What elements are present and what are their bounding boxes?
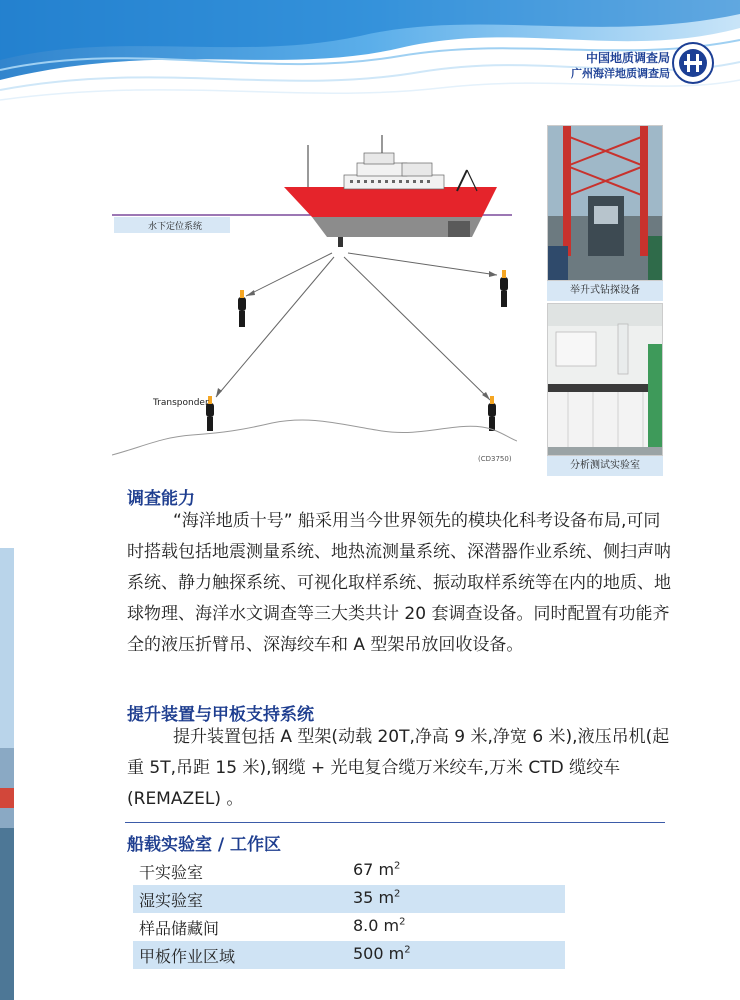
diagram-code-label: (CD3750) xyxy=(478,455,512,463)
lab-area: 8.0 $m^2$ xyxy=(353,916,406,935)
org-name-secondary: 广州海洋地质调查局 xyxy=(571,67,670,80)
org-name-block xyxy=(571,50,670,81)
lab-name: 甲板作业区域 xyxy=(139,947,236,966)
table-row xyxy=(133,885,565,913)
lab-area: 500 $m^2$ xyxy=(353,944,411,963)
lab-area: 67 $m^2$ xyxy=(353,860,401,879)
survey-capability-text: “海洋地质十号” 船采用当今世界领先的模块化科考设备布局,可同时搭载包括地震测量系统、地热流测量系统、深潜器作业系统、侧扫声呐系统、静力触探系统、可视化取样系统、振动取样系统等在内的地质、地球物理、海洋水文调查等三大类共计 20 套调查设备。同时配置有功能齐全的液压折臂吊、深海绞车和 A 型架吊放回收设备。 xyxy=(127,511,671,655)
lab-name: 样品储藏间 xyxy=(139,919,220,938)
section-divider xyxy=(125,822,665,823)
laboratory-caption: 分析测试实验室 xyxy=(547,456,663,476)
diagram-transponder-label: Transponder xyxy=(153,398,209,408)
lifting-deck-text: 提升装置包括 A 型架(动载 20T,净高 9 米,净宽 6 米),液压吊机(起重 5T,吊距 15 米),钢缆 + 光电复合缆万米绞车,万米 CTD 缆绞车 (REMAZEL) 。 xyxy=(127,727,670,809)
geological-survey-emblem-icon xyxy=(672,42,714,84)
table-row xyxy=(133,857,565,885)
lab-area: 35 $m^2$ xyxy=(353,888,401,907)
lab-area-table xyxy=(133,857,565,969)
section-title-onboard-labs: 船载实验室 / 工作区 xyxy=(127,835,282,855)
drilling-rig-photo xyxy=(547,125,663,281)
section-title-survey-capability: 调查能力 xyxy=(127,489,195,509)
section-title-lifting-deck-system: 提升装置与甲板支持系统 xyxy=(127,705,314,725)
lab-name: 湿实验室 xyxy=(139,891,204,910)
diagram-system-label: 水下定位系统 xyxy=(148,222,203,232)
lifting-deck-paragraph xyxy=(127,722,675,815)
org-name-primary: 中国地质调查局 xyxy=(585,51,670,65)
laboratory-photo xyxy=(547,303,663,456)
survey-capability-paragraph xyxy=(127,506,675,661)
lab-name: 干实验室 xyxy=(139,863,204,882)
underwater-positioning-diagram xyxy=(112,125,517,470)
left-edge-photo-strip xyxy=(0,548,14,1000)
table-row xyxy=(133,913,565,941)
drilling-rig-caption: 举升式钻探设备 xyxy=(547,281,663,301)
table-row xyxy=(133,941,565,969)
